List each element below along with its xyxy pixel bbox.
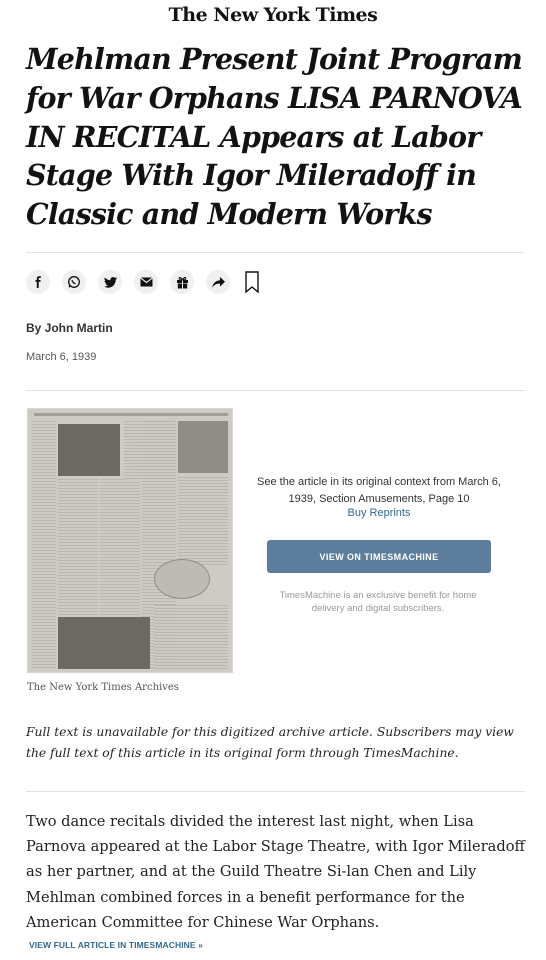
gift-icon xyxy=(176,276,189,289)
article-headline: Mehlman Present Joint Program for War Orphans LISA PARNOVA IN RECITAL Appears at Labor Stage With Igor Mileradoff in Classic and Modern Works xyxy=(26,42,523,232)
image-caption: The New York Times Archives xyxy=(27,682,179,693)
email-share-button[interactable] xyxy=(134,270,158,294)
whatsapp-share-button[interactable] xyxy=(62,270,86,294)
bookmark-icon xyxy=(245,271,259,293)
full-text-unavailable-note: Full text is unavailable for this digitized archive article. Subscribers may view the full text of this article in its original form through TimesMachine. xyxy=(26,725,514,760)
twitter-icon xyxy=(104,277,117,288)
divider xyxy=(26,390,525,391)
publish-date: March 6, 1939 xyxy=(26,351,97,363)
timesmachine-note: TimesMachine is an exclusive benefit for home delivery and digital subscribers. xyxy=(279,590,477,614)
more-share-button[interactable] xyxy=(206,270,230,294)
whatsapp-icon xyxy=(67,275,81,289)
buy-reprints-link[interactable]: Buy Reprints xyxy=(347,507,411,519)
divider xyxy=(26,252,525,253)
twitter-share-button[interactable] xyxy=(98,270,122,294)
byline[interactable]: By John Martin xyxy=(26,321,113,335)
divider xyxy=(26,791,525,792)
share-icon xyxy=(212,277,225,288)
facebook-share-button[interactable] xyxy=(26,270,50,294)
view-on-timesmachine-button[interactable]: VIEW ON TIMESMACHINE xyxy=(267,540,491,573)
gift-article-button[interactable] xyxy=(170,270,194,294)
archive-context-text: See the article in its original context from March 6, 1939, Section Amusements, Page 10 xyxy=(257,476,501,505)
save-bookmark-button[interactable] xyxy=(242,269,262,295)
archive-page-thumbnail[interactable] xyxy=(27,408,233,673)
masthead-logo[interactable]: The New York Times xyxy=(168,4,378,26)
view-full-article-link[interactable]: VIEW FULL ARTICLE IN TIMESMACHINE » xyxy=(29,940,203,950)
email-icon xyxy=(140,277,153,287)
article-body-text: Two dance recitals divided the interest last night, when Lisa Parnova appeared at the Labor Stage Theatre, with Igor Mileradoff as her partner, and at the Guild Theatre Si-lan Chen and Lily Mehlman combined forces in a benefit performance for the American Committee for Chinese War Orphans. xyxy=(26,813,525,931)
share-toolbar xyxy=(26,268,262,296)
facebook-icon xyxy=(32,276,44,288)
